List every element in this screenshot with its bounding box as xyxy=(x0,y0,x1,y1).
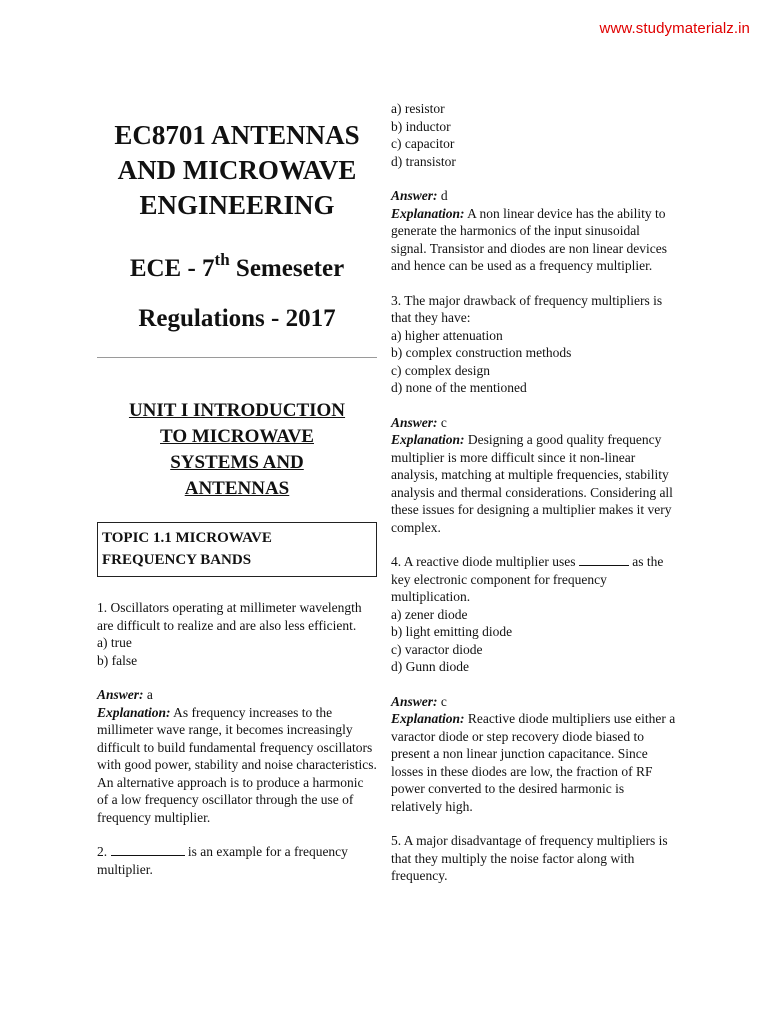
answer-value: a xyxy=(143,687,153,702)
question-1: 1. Oscillators operating at millimeter wavelength are difficult to realize and are also less efficient. xyxy=(97,600,362,633)
site-watermark: www.studymaterialz.in xyxy=(599,20,750,37)
question-2-option: a) resistor xyxy=(391,101,445,116)
question-4-option: a) zener diode xyxy=(391,606,468,622)
question-2-option: c) capacitor xyxy=(391,136,455,151)
right-column xyxy=(391,100,676,885)
course-title xyxy=(97,118,377,223)
unit-heading-line: ANTENNAS xyxy=(184,478,290,499)
unit-heading-line: SYSTEMS AND xyxy=(170,452,304,473)
explanation-3 xyxy=(391,431,676,536)
question-1-option: b) false xyxy=(97,652,138,668)
question-1-option: a) true xyxy=(97,635,132,650)
explanation-text: As frequency increases to the millimeter wave range, it becomes increasingly difficult to build fundamental frequency oscillators with good power, stability and noise characteristics. An alternative approach is to produce a harmonic of a low frequency oscillator through the use of frequency multiplier. xyxy=(97,704,377,825)
question-2-text: is an example for a frequency multiplier. xyxy=(97,844,348,877)
question-2-option: d) transistor xyxy=(391,153,456,169)
semester-suffix: Semeseter xyxy=(229,255,345,282)
explanation-text: A non linear device has the ability to generate the harmonics of the input sinusoidal signal. Transistor and diodes are non linear devices and hence can be used as a frequency multiplier. xyxy=(391,205,667,273)
explanation-1 xyxy=(97,704,377,827)
course-title-line: ENGINEERING xyxy=(139,190,335,220)
course-title-line: EC8701 ANTENNAS xyxy=(114,120,360,150)
question-4-start: 4. A reactive diode multiplier uses xyxy=(391,554,579,569)
question-3-option: c) complex design xyxy=(391,362,490,378)
answer-label: Answer: xyxy=(97,687,144,702)
topic-line: FREQUENCY BANDS xyxy=(102,552,252,568)
answer-value: c xyxy=(437,693,447,709)
answer-label: Answer: xyxy=(391,188,438,203)
answer-value: c xyxy=(437,414,447,430)
unit-heading-line: UNIT I INTRODUCTION xyxy=(128,400,346,421)
answer-1 xyxy=(97,686,377,704)
explanation-label: Explanation: xyxy=(391,205,465,221)
question-5: 5. A major disadvantage of frequency multipliers is that they multiply the noise factor along with frequency. xyxy=(391,833,668,883)
answer-value: d xyxy=(437,188,448,203)
unit-heading xyxy=(97,398,377,502)
explanation-text: Designing a good quality frequency multiplier is more difficult since it non-linear analysis, matching at multiple frequencies, stability analysis and thermal considerations. Considering all these issues for designing a multiplier makes it very complex. xyxy=(391,432,673,535)
explanation-4 xyxy=(391,710,676,815)
explanation-label: Explanation: xyxy=(97,704,171,720)
semester-heading xyxy=(97,250,377,283)
question-4-option: d) Gunn diode xyxy=(391,659,469,674)
answer-label: Answer: xyxy=(391,414,438,430)
explanation-label: Explanation: xyxy=(391,711,465,726)
course-title-line: AND MICROWAVE xyxy=(117,155,357,185)
left-column xyxy=(97,118,377,878)
question-3-option: d) none of the mentioned xyxy=(391,380,527,395)
question-2-number: 2. xyxy=(97,844,111,859)
question-3-option: a) higher attenuation xyxy=(391,327,503,343)
question-3: 3. The major drawback of frequency multipliers is that they have: xyxy=(391,292,663,325)
question-4-end: as the key electronic component for frequency multiplication. xyxy=(391,554,664,604)
answer-3 xyxy=(391,414,676,432)
question-4-option: c) varactor diode xyxy=(391,641,483,657)
semester-prefix: ECE - 7 xyxy=(129,255,215,282)
question-4 xyxy=(391,553,676,606)
question-4-option: b) light emitting diode xyxy=(391,624,513,639)
fill-in-blank xyxy=(111,843,185,856)
question-3-option: b) complex construction methods xyxy=(391,345,572,360)
explanation-text: Reactive diode multipliers use either a varactor diode or step recovery diode biased to present a non linear junction capacitance. Since losses in these diodes are low, the fraction of RF power converted to the desired harmonic is relatively high. xyxy=(391,711,676,814)
divider xyxy=(97,357,377,358)
unit-heading-line: TO MICROWAVE xyxy=(160,426,314,447)
regulations-heading: Regulations - 2017 xyxy=(138,305,336,332)
topic-box xyxy=(97,522,377,577)
question-2-option: b) inductor xyxy=(391,118,451,134)
fill-in-blank xyxy=(579,553,629,566)
semester-sup: th xyxy=(214,250,230,269)
answer-2 xyxy=(391,187,676,205)
explanation-label: Explanation: xyxy=(391,432,465,447)
topic-line: TOPIC 1.1 MICROWAVE xyxy=(102,530,272,546)
question-2 xyxy=(97,843,377,878)
answer-label: Answer: xyxy=(391,693,438,709)
explanation-2 xyxy=(391,205,676,275)
answer-4 xyxy=(391,693,676,711)
